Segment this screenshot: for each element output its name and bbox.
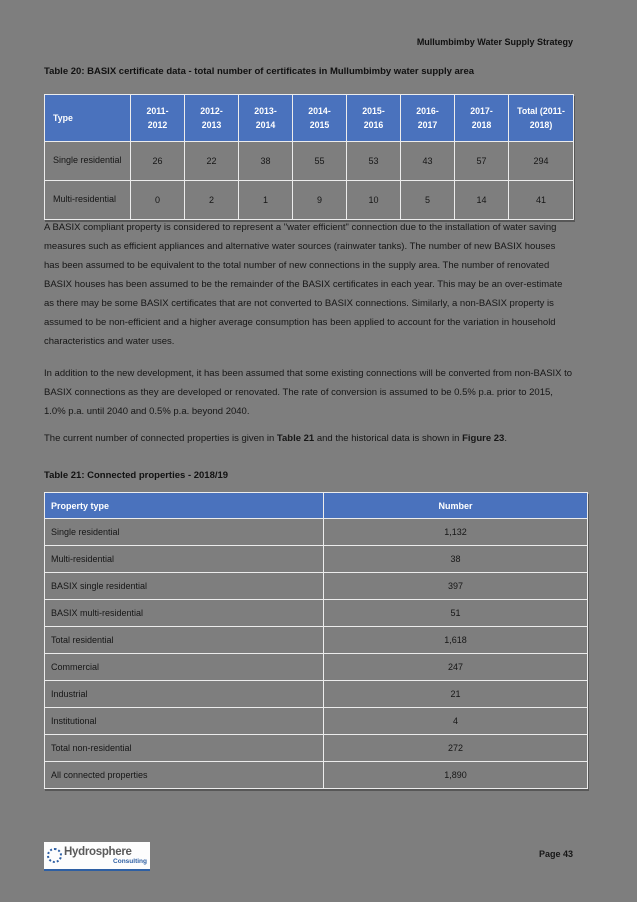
row-label: All connected properties: [45, 762, 324, 789]
column-header-type: Type: [45, 95, 131, 142]
table-cell: 38: [324, 546, 588, 573]
table-row: [45, 600, 588, 627]
table-cell: 4: [324, 708, 588, 735]
table-cell: 26: [131, 142, 185, 181]
table-cell: 247: [324, 654, 588, 681]
table-row: [45, 654, 588, 681]
column-header-2017-2018: 2017-2018: [455, 95, 509, 142]
row-label: Commercial: [45, 654, 324, 681]
table-cell: 9: [293, 181, 347, 220]
column-header-property-type: Property type: [45, 493, 324, 519]
table-cell: 272: [324, 735, 588, 762]
column-header-2013-2014: 2013-2014: [239, 95, 293, 142]
column-header-2014-2015: 2014-2015: [293, 95, 347, 142]
table-cell: 43: [401, 142, 455, 181]
page-number: Page 43: [538, 849, 573, 859]
running-header: Mullumbimby Water Supply Strategy: [416, 37, 573, 47]
table-cell: 10: [347, 181, 401, 220]
row-label: Multi-residential: [45, 181, 131, 220]
table-row: [45, 762, 588, 789]
column-header-2012-2013: 2012-2013: [185, 95, 239, 142]
table-cell: 55: [293, 142, 347, 181]
table20-header-row: [45, 95, 574, 142]
table20-caption: Table 20: BASIX certificate data - total number of certificates in Mullumbimby water supply area: [44, 66, 475, 77]
table-cell: 57: [455, 142, 509, 181]
row-label: Total residential: [45, 627, 324, 654]
row-label: Single residential: [45, 142, 131, 181]
table-row: [45, 708, 588, 735]
logo-wordmark: Hydrosphere: [64, 845, 132, 858]
column-header-2011-2012: 2011-2012: [131, 95, 185, 142]
table-row-single-residential: [45, 142, 574, 181]
table-cell: 2: [185, 181, 239, 220]
table-cell: 397: [324, 573, 588, 600]
table-cell: 14: [455, 181, 509, 220]
table-cell: 38: [239, 142, 293, 181]
table-cell: 21: [324, 681, 588, 708]
table-row-multi-residential: [45, 181, 574, 220]
table-cell: 1,132: [324, 519, 588, 546]
table-row: [45, 546, 588, 573]
column-header-total: Total (2011-2018): [509, 95, 574, 142]
row-label: Industrial: [45, 681, 324, 708]
column-header-2016-2017: 2016-2017: [401, 95, 455, 142]
text-run: and the historical data is shown in: [314, 433, 463, 444]
paragraph-cross-reference: [44, 429, 573, 448]
text-run: The current number of connected properties is given in: [44, 433, 277, 444]
text-run: .: [504, 433, 507, 444]
table21: [44, 492, 588, 789]
table-cell: 1,618: [324, 627, 588, 654]
figure23-reference: Figure 23: [462, 433, 505, 444]
table-row: [45, 627, 588, 654]
logo-subtitle: Consulting: [113, 857, 147, 865]
column-header-number: Number: [324, 493, 588, 519]
table-cell: 0: [131, 181, 185, 220]
row-label: Single residential: [45, 519, 324, 546]
table-cell: 53: [347, 142, 401, 181]
row-label: BASIX multi-residential: [45, 600, 324, 627]
table-cell: 22: [185, 142, 239, 181]
table-row: [45, 573, 588, 600]
paragraph-basix-explanation: A BASIX compliant property is considered to represent a "water efficient" connection due to the installation of water saving measures such as efficient appliances and alternative water sources (rainwater tanks). The number of new BASIX houses has been assumed to be equivalent to the total number of new connections in the supply area. The number of renovated BASIX houses has been assumed to be the remainder of the BASIX certificates in each year. This may be an over-estimate as there may be some BASIX certificates that are not converted to BASIX connections. Similarly, a non-BASIX property is assumed to be non-efficient and a higher average consumption has been applied to account for the variation in household characteristics and water uses.: [44, 222, 563, 347]
row-label: Multi-residential: [45, 546, 324, 573]
table-row: [45, 681, 588, 708]
table21-reference: Table 21: [276, 433, 315, 444]
table-cell: 1: [239, 181, 293, 220]
table-cell: 294: [509, 142, 574, 181]
column-header-2015-2016: 2015-2016: [347, 95, 401, 142]
row-label: Institutional: [45, 708, 324, 735]
table20: [44, 94, 574, 220]
table-cell: 1,890: [324, 762, 588, 789]
table-cell: 5: [401, 181, 455, 220]
table-cell: 41: [509, 181, 574, 220]
row-label: Total non-residential: [45, 735, 324, 762]
table-cell: 51: [324, 600, 588, 627]
table-row: [45, 735, 588, 762]
table21-header-row: [45, 493, 588, 519]
row-label: BASIX single residential: [45, 573, 324, 600]
paragraph-conversion-rate: In addition to the new development, it has been assumed that some existing connections will be converted from non-BASIX to BASIX connections as they are developed or renovated. The rate of conversion is assumed to be 0.5% p.a. prior to 2015, 1.0% p.a. until 2040 and 0.5% p.a. beyond 2040.: [44, 368, 573, 417]
table21-caption: Table 21: Connected properties - 2018/19: [44, 470, 229, 481]
table-row: [45, 519, 588, 546]
